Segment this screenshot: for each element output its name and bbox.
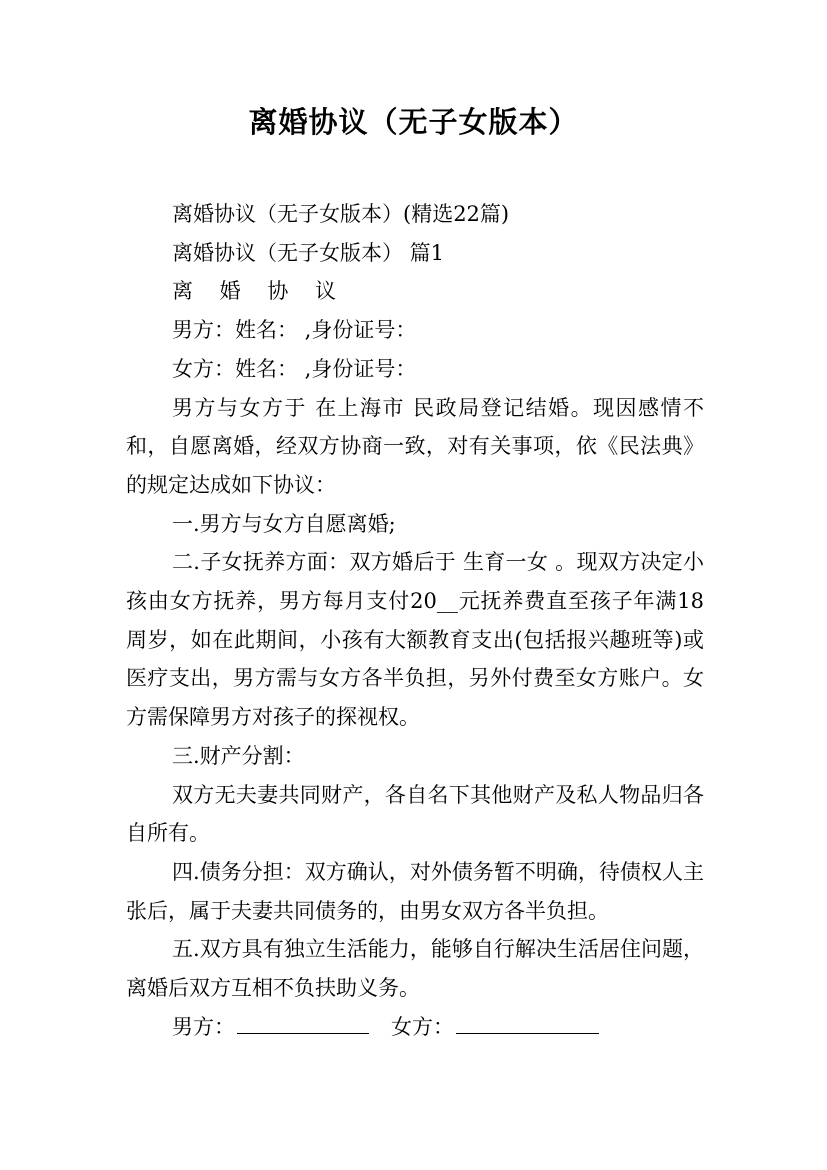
clause-3-heading: 三.财产分割： [172,743,305,768]
agreement-heading: 离 婚 协 议 [172,279,347,304]
male-signature-blank[interactable] [237,1013,369,1034]
clause-5: 五.双方具有独立生活能力，能够自行解决生活居住问题，离婚后双方互相不负扶助义务。 [126,937,704,1001]
signature-line [126,1008,704,1047]
female-signature-blank[interactable] [456,1013,599,1034]
document-body [126,195,704,1046]
clause-4: 四.债务分担：双方确认，对外债务暂不明确，待债权人主张后，属于夫妻共同债务的，由男女双方各半负担。 [126,859,704,923]
clause-2: 二.子女抚养方面：双方婚后于 生育一女 。现双方决定小孩由女方抚养，男方每月支付20__元抚养费直至孩子年满18周岁，如在此期间，小孩有大额教育支出(包括报兴趣班等)或医疗支出，男方需与女方各半负担，另外付费至女方账户。女方需保障男方对孩子的探视权。 [126,550,704,730]
subtitle-paragraph: 离婚协议（无子女版本）(精选22篇) [172,202,510,226]
clause-3-body: 双方无夫妻共同财产，各自名下其他财产及私人物品归各自所有。 [126,782,704,846]
document-title: 离婚协议（无子女版本） [248,105,579,139]
intro-paragraph: 男方与女方于 在上海市 民政局登记结婚。现因感情不和，自愿离婚，经双方协商一致，对有关事项，依《民法典》的规定达成如下协议： [126,395,704,497]
female-signature-label: 女方： [391,1014,454,1039]
section-heading: 离婚协议（无子女版本） 篇1 [172,240,445,265]
male-signature-label: 男方： [172,1014,235,1039]
female-party-line: 女方：姓名： ,身份证号： [172,356,417,381]
male-party-line: 男方：姓名： ,身份证号： [172,318,417,343]
clause-1: 一.男方与女方自愿离婚; [172,511,396,536]
